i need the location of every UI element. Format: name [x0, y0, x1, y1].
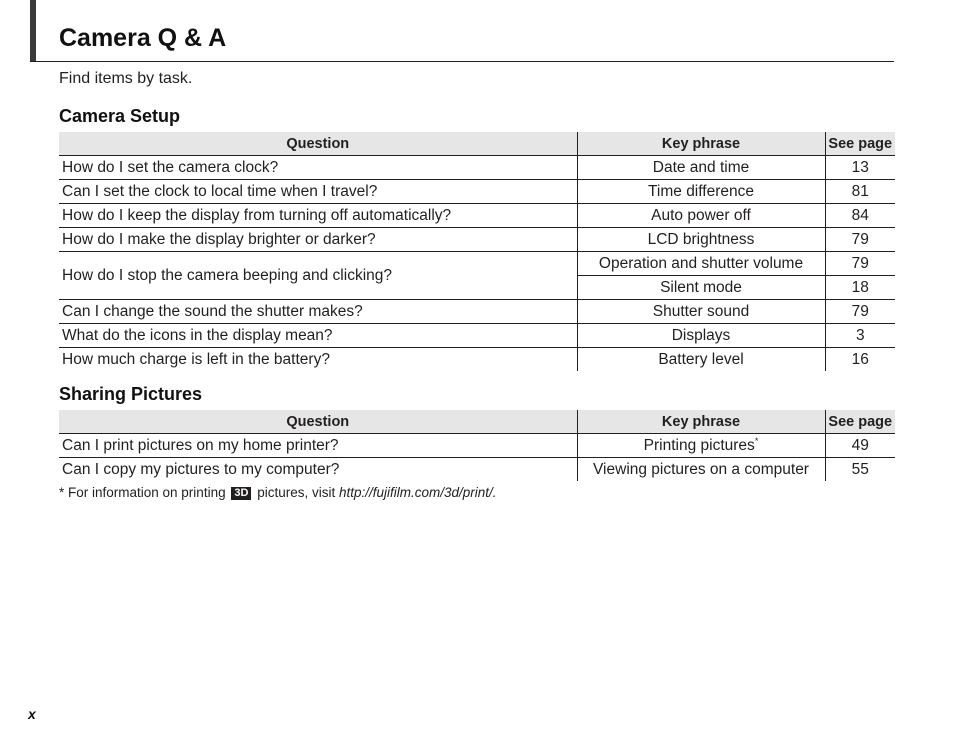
section-heading-camera-setup: Camera Setup	[59, 106, 181, 126]
table-row	[59, 324, 895, 348]
camera-setup-table	[59, 132, 895, 371]
table-row	[59, 156, 895, 180]
page-title: Camera Q & A	[59, 24, 227, 52]
question-cell: How do I stop the camera beeping and clicking?	[59, 252, 577, 300]
table-row	[59, 180, 895, 204]
page-ref-cell: 79	[825, 300, 895, 324]
table-row	[59, 434, 895, 458]
table-row	[59, 252, 895, 276]
footnote-prefix: * For information on printing	[59, 485, 226, 500]
key-phrase-cell: Operation and shutter volume	[577, 252, 825, 276]
key-phrase-cell: Displays	[577, 324, 825, 348]
sharing-pictures-table	[59, 410, 895, 481]
3d-badge-icon: 3D	[231, 487, 251, 500]
page-ref-cell: 81	[825, 180, 895, 204]
intro-text: Find items by task.	[59, 70, 193, 87]
footnote-suffix: .	[492, 485, 497, 500]
question-cell: Can I copy my pictures to my computer?	[62, 461, 340, 478]
key-phrase-cell: Date and time	[577, 156, 825, 180]
key-phrase-cell: Battery level	[577, 348, 825, 372]
title-accent-bar	[30, 0, 36, 62]
column-header-see-page: See page	[825, 132, 895, 156]
page-ref-cell: 55	[825, 458, 895, 482]
footnote	[59, 485, 497, 500]
footnote-marker: *	[754, 435, 759, 446]
key-phrase-cell: Auto power off	[577, 204, 825, 228]
table-row	[59, 204, 895, 228]
question-cell: Can I print pictures on my home printer?	[59, 434, 577, 458]
question-cell: How do I keep the display from turning off automatically?	[59, 204, 577, 228]
column-header-key-phrase: Key phrase	[577, 410, 825, 434]
page-ref-cell: 18	[825, 276, 895, 300]
key-phrase-cell: Time difference	[577, 180, 825, 204]
page-number: x	[28, 706, 36, 722]
table-row	[59, 348, 895, 372]
page-ref-cell: 49	[825, 434, 895, 458]
footnote-url	[339, 485, 497, 500]
question-cell: How do I make the display brighter or darker?	[59, 228, 577, 252]
page-ref-cell: 79	[825, 252, 895, 276]
section-heading-sharing-pictures: Sharing Pictures	[59, 384, 203, 404]
page-ref-cell: 3	[825, 324, 895, 348]
page-ref-cell: 16	[825, 348, 895, 372]
table-row	[59, 458, 895, 482]
page-ref-cell: 13	[825, 156, 895, 180]
question-cell: How do I set the camera clock?	[59, 156, 577, 180]
column-header-question: Question	[59, 132, 577, 156]
key-phrase-cell: Silent mode	[577, 276, 825, 300]
column-header-question: Question	[59, 410, 577, 434]
table-header-row	[59, 410, 895, 434]
key-phrase-cell: Shutter sound	[577, 300, 825, 324]
table-row	[59, 228, 895, 252]
key-phrase-cell: LCD brightness	[577, 228, 825, 252]
key-phrase-cell	[577, 434, 825, 458]
key-phrase-cell: Viewing pictures on a computer	[577, 458, 825, 482]
table-row	[59, 300, 895, 324]
footnote-url-text: http://fujifilm.com/3d/print/	[338, 485, 493, 500]
key-phrase-text: Printing pictures	[643, 437, 755, 454]
question-cell: How much charge is left in the battery?	[62, 351, 330, 368]
column-header-see-page: See page	[825, 410, 895, 434]
table-header-row	[59, 132, 895, 156]
page-ref-cell: 84	[825, 204, 895, 228]
page-ref-cell: 79	[825, 228, 895, 252]
question-cell: Can I set the clock to local time when I travel?	[59, 180, 577, 204]
title-divider	[30, 61, 894, 62]
question-cell: Can I change the sound the shutter makes?	[59, 300, 577, 324]
footnote-middle: pictures, visit	[257, 485, 336, 500]
question-cell: What do the icons in the display mean?	[59, 324, 577, 348]
column-header-key-phrase: Key phrase	[577, 132, 825, 156]
